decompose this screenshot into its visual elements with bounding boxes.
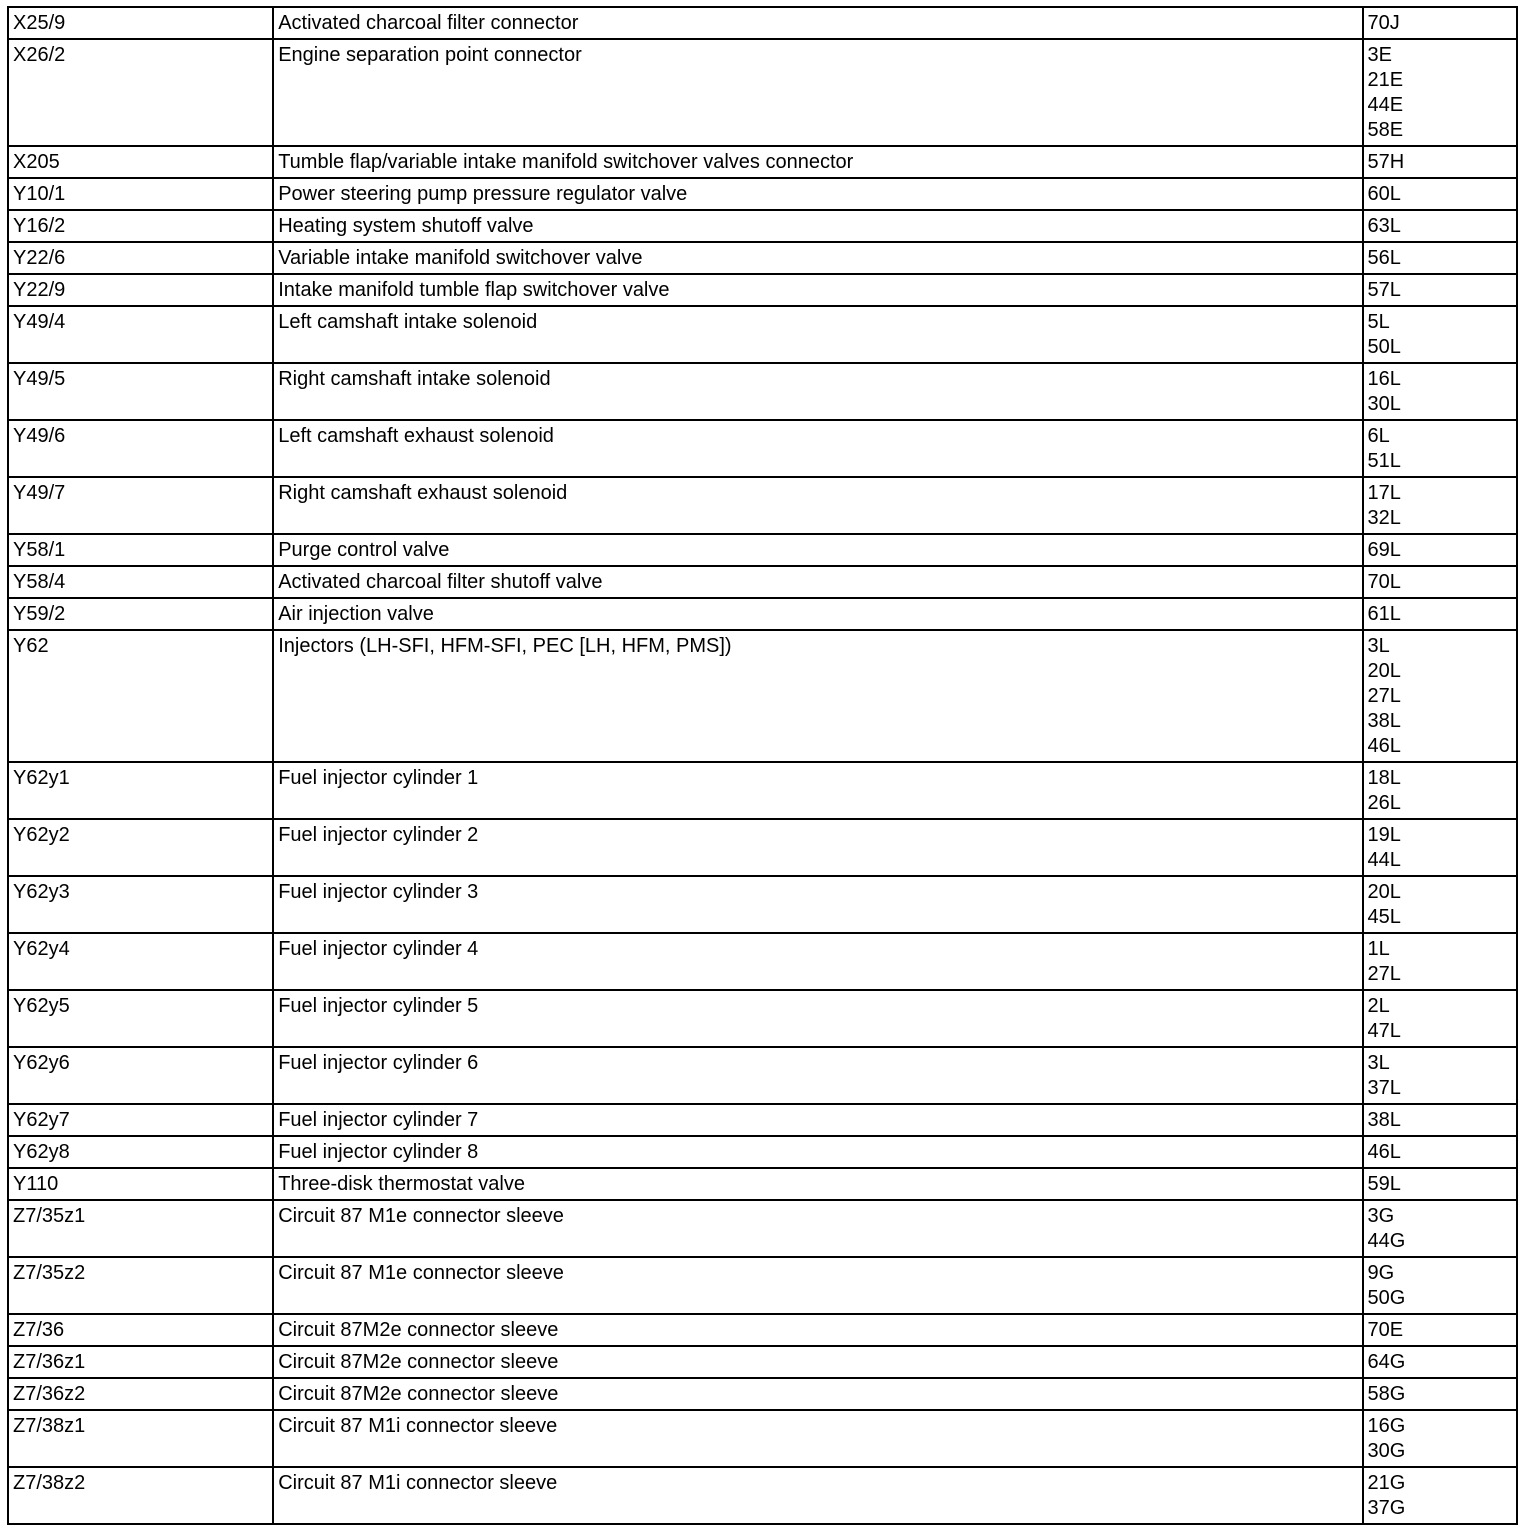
component-description: Fuel injector cylinder 5: [278, 995, 479, 1017]
grid-location: 27L: [1367, 963, 1401, 985]
grid-location: 30G: [1367, 1440, 1406, 1462]
grid-location: 50L: [1367, 336, 1401, 358]
component-description-cell: [273, 178, 1362, 210]
grid-location: 21G: [1367, 1472, 1406, 1494]
grid-location-cell: [1363, 876, 1517, 933]
grid-location: 44E: [1367, 94, 1404, 116]
grid-location-cell: [1363, 477, 1517, 534]
grid-location: 6L: [1367, 425, 1390, 447]
component-code-cell: Z7/38z2: [8, 1467, 273, 1524]
grid-location: 59L: [1367, 1173, 1401, 1195]
grid-location-cell: [1363, 242, 1517, 274]
grid-location: 9G: [1367, 1262, 1395, 1284]
table-row: [8, 146, 1517, 178]
component-description-cell: [273, 1047, 1362, 1104]
component-description: Fuel injector cylinder 2: [278, 824, 479, 846]
table-row: [8, 566, 1517, 598]
grid-location-cell: [1363, 274, 1517, 306]
table-row: [8, 39, 1517, 146]
component-legend-table: [7, 6, 1518, 1525]
component-code-cell: Y58/1: [8, 534, 273, 566]
component-code-cell: Y58/4: [8, 566, 273, 598]
component-description-cell: [273, 1314, 1362, 1346]
table-row: [8, 1257, 1517, 1314]
component-code-cell: Y62y3: [8, 876, 273, 933]
component-description: Fuel injector cylinder 6: [278, 1052, 479, 1074]
grid-location-cell: [1363, 762, 1517, 819]
grid-location-cell: [1363, 420, 1517, 477]
component-code-cell: Y49/6: [8, 420, 273, 477]
component-description-cell: [273, 819, 1362, 876]
component-code-cell: Y62y1: [8, 762, 273, 819]
component-description-cell: [273, 762, 1362, 819]
table-row: [8, 819, 1517, 876]
grid-location-cell: [1363, 819, 1517, 876]
grid-location-cell: [1363, 1168, 1517, 1200]
component-description: Left camshaft exhaust solenoid: [278, 425, 554, 447]
grid-location-cell: [1363, 1314, 1517, 1346]
component-description-cell: [273, 39, 1362, 146]
component-description: Fuel injector cylinder 7: [278, 1109, 479, 1131]
component-description-cell: [273, 210, 1362, 242]
table-row: [8, 178, 1517, 210]
grid-location-cell: [1363, 39, 1517, 146]
table-row: [8, 363, 1517, 420]
grid-location: 16L: [1367, 368, 1401, 390]
component-description-cell: [273, 363, 1362, 420]
grid-location: 27L: [1367, 685, 1401, 707]
table-row: [8, 1200, 1517, 1257]
component-description-cell: [273, 1257, 1362, 1314]
grid-location-cell: [1363, 1410, 1517, 1467]
component-description: Air injection valve: [278, 603, 434, 625]
component-description-cell: [273, 566, 1362, 598]
component-description: Circuit 87 M1i connector sleeve: [278, 1472, 558, 1494]
component-description-cell: [273, 146, 1362, 178]
table-row: [8, 477, 1517, 534]
grid-location-cell: [1363, 1047, 1517, 1104]
component-description: Circuit 87M2e connector sleeve: [278, 1351, 559, 1373]
grid-location: 70E: [1367, 1319, 1404, 1341]
component-description-cell: [273, 7, 1362, 39]
component-description: Fuel injector cylinder 1: [278, 767, 479, 789]
component-description-cell: [273, 1346, 1362, 1378]
component-description-cell: [273, 1168, 1362, 1200]
component-code-cell: Z7/36z1: [8, 1346, 273, 1378]
grid-location: 69L: [1367, 539, 1401, 561]
component-description: Circuit 87M2e connector sleeve: [278, 1383, 559, 1405]
grid-location: 44G: [1367, 1230, 1406, 1252]
grid-location: 32L: [1367, 507, 1401, 529]
grid-location: 2L: [1367, 995, 1390, 1017]
component-description: Circuit 87 M1i connector sleeve: [278, 1415, 558, 1437]
component-code-cell: Y10/1: [8, 178, 273, 210]
component-code-cell: Y22/6: [8, 242, 273, 274]
component-description: Circuit 87 M1e connector sleeve: [278, 1205, 564, 1227]
grid-location: 50G: [1367, 1287, 1406, 1309]
table-row: [8, 1314, 1517, 1346]
component-description-cell: [273, 477, 1362, 534]
grid-location: 56L: [1367, 247, 1401, 269]
component-code-cell: Z7/36z2: [8, 1378, 273, 1410]
grid-location: 30L: [1367, 393, 1401, 415]
grid-location: 70L: [1367, 571, 1401, 593]
table-row: [8, 1104, 1517, 1136]
component-description-cell: [273, 420, 1362, 477]
component-description: Injectors (LH-SFI, HFM-SFI, PEC [LH, HFM, PMS]): [278, 635, 732, 657]
table-row: [8, 1168, 1517, 1200]
grid-location: 26L: [1367, 792, 1401, 814]
component-code-cell: Y59/2: [8, 598, 273, 630]
table-row: [8, 242, 1517, 274]
grid-location: 45L: [1367, 906, 1401, 928]
grid-location-cell: [1363, 933, 1517, 990]
grid-location: 70J: [1367, 12, 1400, 34]
component-description-cell: [273, 1200, 1362, 1257]
component-description-cell: [273, 274, 1362, 306]
table-row: [8, 1136, 1517, 1168]
grid-location: 3L: [1367, 1052, 1390, 1074]
table-row: [8, 933, 1517, 990]
component-code-cell: Y22/9: [8, 274, 273, 306]
grid-location: 17L: [1367, 482, 1401, 504]
grid-location: 20L: [1367, 881, 1401, 903]
component-description: Variable intake manifold switchover valve: [278, 247, 643, 269]
grid-location-cell: [1363, 1200, 1517, 1257]
component-description-cell: [273, 1378, 1362, 1410]
component-code-cell: Y62: [8, 630, 273, 762]
component-description-cell: [273, 306, 1362, 363]
grid-location: 60L: [1367, 183, 1401, 205]
grid-location-cell: [1363, 7, 1517, 39]
component-code-cell: Y16/2: [8, 210, 273, 242]
component-description: Right camshaft exhaust solenoid: [278, 482, 568, 504]
component-code-cell: Z7/36: [8, 1314, 273, 1346]
table-row: [8, 876, 1517, 933]
component-code-cell: Y49/7: [8, 477, 273, 534]
grid-location-cell: [1363, 1104, 1517, 1136]
table-row: [8, 534, 1517, 566]
table-row: [8, 210, 1517, 242]
component-code-cell: Y62y7: [8, 1104, 273, 1136]
grid-location-cell: [1363, 146, 1517, 178]
table-row: [8, 420, 1517, 477]
table-row: [8, 1047, 1517, 1104]
grid-location: 5L: [1367, 311, 1390, 333]
component-code-cell: Y62y8: [8, 1136, 273, 1168]
component-description: Fuel injector cylinder 3: [278, 881, 479, 903]
table-row: [8, 7, 1517, 39]
component-description-cell: [273, 598, 1362, 630]
component-code-cell: Y49/4: [8, 306, 273, 363]
grid-location: 58E: [1367, 119, 1404, 141]
component-code-cell: Y62y6: [8, 1047, 273, 1104]
component-description-cell: [273, 1410, 1362, 1467]
grid-location-cell: [1363, 1257, 1517, 1314]
grid-location-cell: [1363, 1136, 1517, 1168]
component-description-cell: [273, 876, 1362, 933]
grid-location: 63L: [1367, 215, 1401, 237]
component-description-cell: [273, 630, 1362, 762]
component-code-cell: X26/2: [8, 39, 273, 146]
component-code-cell: Y110: [8, 1168, 273, 1200]
component-description: Left camshaft intake solenoid: [278, 311, 538, 333]
grid-location: 21E: [1367, 69, 1404, 91]
table-row: [8, 1467, 1517, 1524]
grid-location-cell: [1363, 1346, 1517, 1378]
grid-location-cell: [1363, 306, 1517, 363]
component-code-cell: Z7/35z1: [8, 1200, 273, 1257]
grid-location-cell: [1363, 210, 1517, 242]
component-description: Purge control valve: [278, 539, 450, 561]
component-description: Three-disk thermostat valve: [278, 1173, 525, 1195]
component-description-cell: [273, 1136, 1362, 1168]
grid-location: 58G: [1367, 1383, 1406, 1405]
grid-location: 46L: [1367, 1141, 1401, 1163]
component-description-cell: [273, 1467, 1362, 1524]
component-description: Engine separation point connector: [278, 44, 582, 66]
grid-location: 61L: [1367, 603, 1401, 625]
grid-location: 44L: [1367, 849, 1401, 871]
grid-location: 37G: [1367, 1497, 1406, 1519]
component-description-cell: [273, 933, 1362, 990]
component-description-cell: [273, 1104, 1362, 1136]
grid-location: 47L: [1367, 1020, 1401, 1042]
grid-location: 37L: [1367, 1077, 1401, 1099]
grid-location: 19L: [1367, 824, 1401, 846]
component-legend-body: [8, 7, 1517, 1524]
component-code-cell: X205: [8, 146, 273, 178]
table-row: [8, 1410, 1517, 1467]
table-row: [8, 762, 1517, 819]
grid-location: 3E: [1367, 44, 1392, 66]
component-description-cell: [273, 534, 1362, 566]
grid-location: 38L: [1367, 710, 1401, 732]
component-description: Fuel injector cylinder 4: [278, 938, 479, 960]
grid-location-cell: [1363, 630, 1517, 762]
grid-location: 20L: [1367, 660, 1401, 682]
grid-location-cell: [1363, 534, 1517, 566]
table-row: [8, 630, 1517, 762]
table-row: [8, 1378, 1517, 1410]
grid-location-cell: [1363, 990, 1517, 1047]
component-code-cell: X25/9: [8, 7, 273, 39]
grid-location: 18L: [1367, 767, 1401, 789]
component-code-cell: Y62y2: [8, 819, 273, 876]
component-description: Circuit 87 M1e connector sleeve: [278, 1262, 564, 1284]
grid-location-cell: [1363, 598, 1517, 630]
grid-location: 3G: [1367, 1205, 1395, 1227]
component-code-cell: Y62y4: [8, 933, 273, 990]
grid-location: 16G: [1367, 1415, 1406, 1437]
component-description: Heating system shutoff valve: [278, 215, 534, 237]
grid-location: 57L: [1367, 279, 1401, 301]
component-description-cell: [273, 990, 1362, 1047]
table-row: [8, 598, 1517, 630]
component-description: Fuel injector cylinder 8: [278, 1141, 479, 1163]
table-row: [8, 1346, 1517, 1378]
component-code-cell: Y49/5: [8, 363, 273, 420]
component-description: Intake manifold tumble flap switchover valve: [278, 279, 670, 301]
table-row: [8, 274, 1517, 306]
table-row: [8, 306, 1517, 363]
grid-location: 3L: [1367, 635, 1390, 657]
grid-location-cell: [1363, 1378, 1517, 1410]
grid-location: 1L: [1367, 938, 1390, 960]
component-description-cell: [273, 242, 1362, 274]
grid-location: 51L: [1367, 450, 1401, 472]
grid-location-cell: [1363, 178, 1517, 210]
table-row: [8, 990, 1517, 1047]
grid-location: 64G: [1367, 1351, 1406, 1373]
grid-location: 46L: [1367, 735, 1401, 757]
component-description: Right camshaft intake solenoid: [278, 368, 551, 390]
grid-location-cell: [1363, 363, 1517, 420]
component-description: Power steering pump pressure regulator valve: [278, 183, 688, 205]
grid-location: 57H: [1367, 151, 1405, 173]
component-description: Activated charcoal filter shutoff valve: [278, 571, 603, 593]
component-code-cell: Z7/38z1: [8, 1410, 273, 1467]
component-description: Tumble flap/variable intake manifold switchover valves connector: [278, 151, 854, 173]
grid-location-cell: [1363, 566, 1517, 598]
component-code-cell: Y62y5: [8, 990, 273, 1047]
grid-location: 38L: [1367, 1109, 1401, 1131]
component-description: Activated charcoal filter connector: [278, 12, 579, 34]
grid-location-cell: [1363, 1467, 1517, 1524]
component-code-cell: Z7/35z2: [8, 1257, 273, 1314]
component-description: Circuit 87M2e connector sleeve: [278, 1319, 559, 1341]
